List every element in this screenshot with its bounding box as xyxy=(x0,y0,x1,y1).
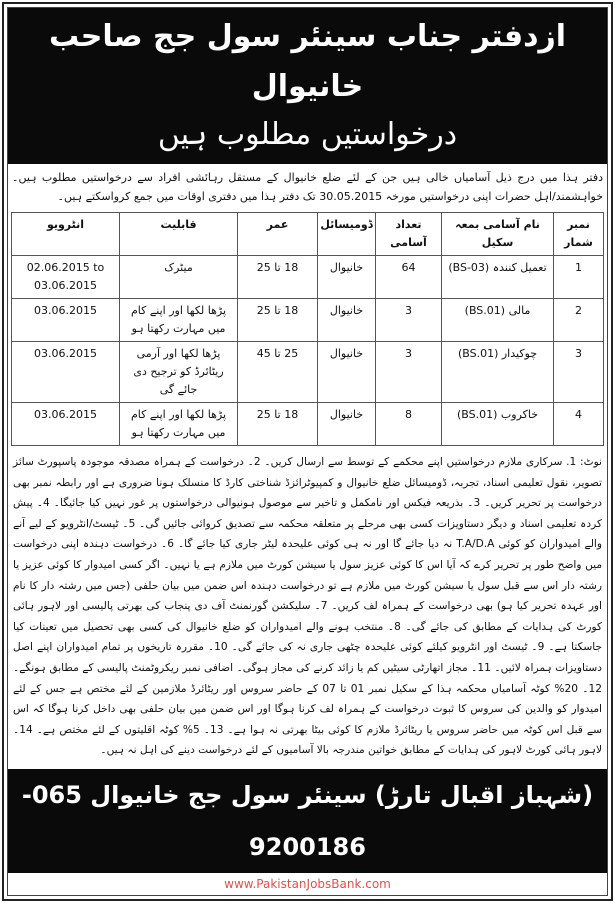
table-row xyxy=(12,403,604,446)
table-row xyxy=(12,256,604,299)
advertisement-inner xyxy=(7,7,608,896)
footer-banner xyxy=(8,769,607,873)
post-cell: چوکیدار (BS.01) xyxy=(442,342,554,403)
age-cell: 18 تا 25 xyxy=(238,299,318,342)
interview-cell: 03.06.2015 xyxy=(12,403,120,446)
header-banner xyxy=(8,8,607,164)
qualification-cell: پڑھا لکھا اور اپنے کام میں مہارت رکھتا ہو xyxy=(120,299,238,342)
notes-paragraph: نوٹ: 1. سرکاری ملازم درخواستیں اپنے محکمے کے توسط سے ارسال کریں۔ 2۔ درخواست کے ہمراہ مصدقہ موجودہ پاسپورٹ سائز تصویر، نقول تعلیمی اسناد، تجربہ، ڈومیسائل ضلع خانیوال و کمپیوٹرائزڈ شناختی کارڈ کا منسلک ہونا ضروری ہے اور رابطہ نمبر بھی درخواست پر تحریر کریں۔ 3۔ بذریعہ فیکس اور نامکمل و تاخیر سے موصول ہونیوالی درخواستوں پر غور نہیں کیا جائیگا۔ 4۔ پیش کردہ تعلیمی اسناد و دیگر دستاویزات کسی بھی مرحلے پر متعلقہ محکمہ سے تصدیق کروائی جائیں گی۔ 5۔ ٹیسٹ/انٹرویو کے لیے آنے والے امیدواران کو کوئی T.A/D.A نہ دیا جائے گا اور نہ ہی کوئی علیحدہ لیٹر جاری کیا جائے گا۔ 6۔ درخواست دہندہ اپنی درخواست میں واضح طور پر تحریر کرے کہ آیا اس کا کوئی عزیز سول یا سیشن کورٹ میں ملازم ہے یا نہیں۔ اگر کسی امیدوار کا کوئی عزیز یا رشتہ دار اس سے قبل سول یا سیشن کورٹ میں ملازم ہے تو درخواست دہندہ اس ضمن میں بیان حلفی (جس میں رشتہ دار کا نام اور عہدہ تحریر کیا ہو) بھی درخواست کے ہمراہ لف کریں۔ 7۔ سلیکشن گورنمنٹ آف دی پنجاب کی بھرتی پالیسی اور لاہور ہائی کورٹ کی ہدایات کے مطابق کی جائے گی۔ 8۔ منتخب ہونے والے امیدواران کو ضلع خانیوال کی کسی بھی تحصیل میں تعینات کیا جاسکتا ہے۔ 9۔ ٹیسٹ اور انٹرویو کیلئے کوئی علیحدہ چٹھی جاری نہ کی جائے گی۔ 10۔ مقررہ تاریخوں پر تمام امیدواران اپنے اصل دستاویزات ہمراہ لائیں۔ 11۔ مجاز اتھارٹی سیٹیں کم یا زائد کرنے کی مجاز ہوگی۔ اضافی نمبر ریکروٹمنٹ پالیسی کے مطابق ہونگے۔ 12۔ 20% کوٹہ آسامیاں محکمہ ہذا کے سکیل نمبر 01 تا 07 کے حاضر سروس اور ریٹائرڈ ملازمین کے لئے مختص ہے جس کے لئے امیدوار کو والدین کی سروس کا ثبوت درخواست کے ہمراہ لف کرنا ہوگا اور اس ضمن میں بیان حلفی بھی داخل کرنا ہوگا کہ اس سے قبل اس کوٹہ میں حاضر سروس یا ریٹائرڈ ملازم کا کوئی بیٹا بھرتی نہ ہوا ہے۔ 13۔ 5% کوٹہ اقلیتوں کے لئے مختص ہے۔ 14۔ لاہور ہائی کورٹ لاہور کی ہدایات کے مطابق خواتین مندرجہ بالا آسامیوں کے لئے درخواست دینے کی اہل نہ ہیں۔ xyxy=(13,456,603,757)
age-cell: 18 تا 25 xyxy=(238,403,318,446)
count-cell: 64 xyxy=(376,256,442,299)
interview-cell: 03.06.2015 xyxy=(12,299,120,342)
vacancies-table xyxy=(11,212,604,446)
col-qualification: قابلیت xyxy=(120,213,238,256)
post-cell: مالی (BS.01) xyxy=(442,299,554,342)
office-title: ازدفتر جناب سینئر سول جج صاحب خانیوال xyxy=(48,19,567,104)
serial-cell: 2 xyxy=(554,299,604,342)
advertisement-frame xyxy=(2,2,613,901)
interview-cell: 03.06.2015 xyxy=(12,342,120,403)
post-cell: تعمیل کنندہ (BS-03) xyxy=(442,256,554,299)
col-count: تعداد آسامی xyxy=(376,213,442,256)
col-post: نام آسامی بمعہ سکیل xyxy=(442,213,554,256)
serial-cell: 1 xyxy=(554,256,604,299)
intro-paragraph: دفتر ہذا میں درج ذیل آسامیاں خالی ہیں جن کے لئے ضلع خانیوال کے مستقل رہائشی افراد سے درخواستیں مطلوب ہیں۔ خواہشمند/اہل حضرات اپنی درخواستیں مورخہ 30.05.2015 تک دفتر ہذا میں دفتری اوقات میں جمع کرواسکتے ہیں۔ xyxy=(12,171,603,203)
table-header-row xyxy=(12,213,604,256)
col-age: عمر xyxy=(238,213,318,256)
col-serial: نمبر شمار xyxy=(554,213,604,256)
count-cell: 3 xyxy=(376,299,442,342)
domicile-cell: خانیوال xyxy=(318,342,376,403)
qualification-cell: میٹرک xyxy=(120,256,238,299)
domicile-cell: خانیوال xyxy=(318,299,376,342)
signatory-and-phone: (شہباز اقبال تارڑ) سینئر سول جج خانیوال 065-9200186 xyxy=(21,780,594,861)
qualification-cell: پڑھا لکھا اور اپنے کام میں مہارت رکھتا ہو xyxy=(120,403,238,446)
watermark: www.PakistanJobsBank.com xyxy=(224,876,391,891)
qualification-cell: پڑھا لکھا اور آرمی ریٹائرڈ کو ترجیح دی جائے گی xyxy=(120,342,238,403)
serial-cell: 3 xyxy=(554,342,604,403)
count-cell: 3 xyxy=(376,342,442,403)
post-cell: خاکروب (BS.01) xyxy=(442,403,554,446)
age-cell: 25 تا 45 xyxy=(238,342,318,403)
applications-wanted-heading: درخواستیں مطلوب ہیں xyxy=(157,117,458,152)
age-cell: 18 تا 25 xyxy=(238,256,318,299)
table-row xyxy=(12,342,604,403)
domicile-cell: خانیوال xyxy=(318,256,376,299)
col-interview: انٹرویو xyxy=(12,213,120,256)
count-cell: 8 xyxy=(376,403,442,446)
table-row xyxy=(12,299,604,342)
domicile-cell: خانیوال xyxy=(318,403,376,446)
col-domicile: ڈومیسائل xyxy=(318,213,376,256)
serial-cell: 4 xyxy=(554,403,604,446)
interview-cell: 02.06.2015 to 03.06.2015 xyxy=(12,256,120,299)
